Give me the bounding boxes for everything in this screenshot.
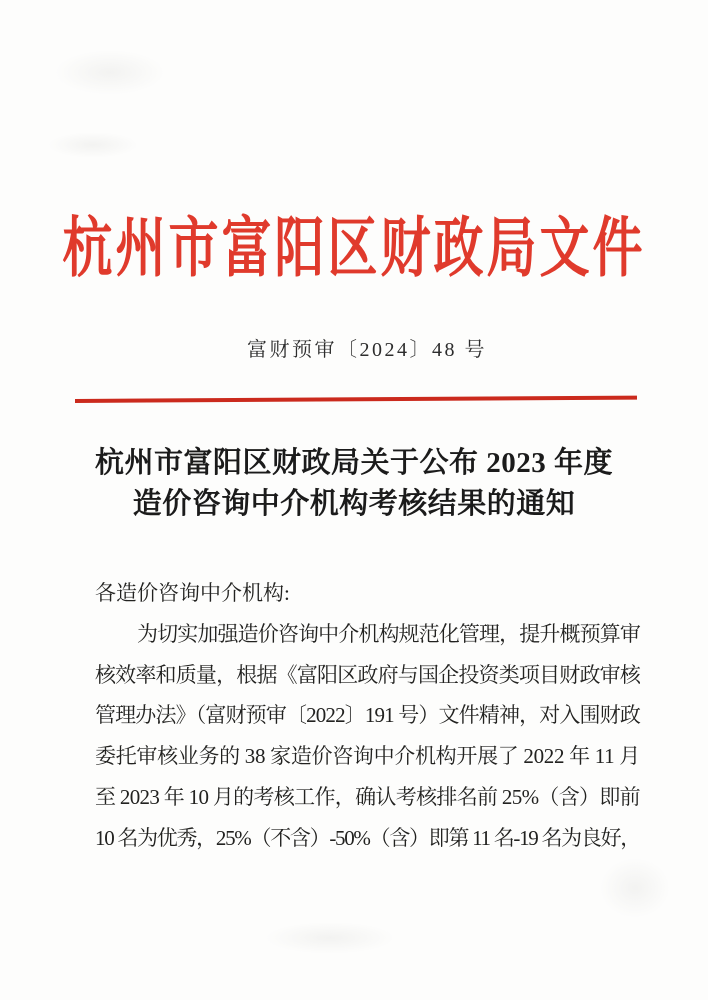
salutation-text: 各造价咨询中介机构: bbox=[95, 581, 290, 605]
body-text: 核效率和质量，根据《富阳区政府与国企投资类项目财政审核 bbox=[95, 662, 640, 687]
scan-smudge-artifact bbox=[48, 132, 138, 158]
scan-smudge-artifact bbox=[265, 922, 395, 954]
body-text: 为切实加强造价咨询中介机构规范化管理，提升概预算审 bbox=[137, 621, 640, 646]
scan-smudge-artifact bbox=[600, 858, 670, 918]
body-text-line-6 bbox=[95, 818, 640, 859]
document-reference-number: 富财预审〔2024〕48 号 bbox=[247, 339, 487, 361]
salutation-line bbox=[95, 573, 640, 614]
red-divider-line bbox=[75, 396, 637, 403]
body-text: 管理办法》（富财预审〔2022〕191 号）文件精神，对入围财政 bbox=[95, 703, 640, 728]
notice-title-line-1: 杭州市富阳区财政局关于公布 2023 年度 bbox=[94, 447, 613, 479]
notice-title bbox=[0, 443, 708, 525]
document-body bbox=[95, 573, 640, 859]
body-text: 委托审核业务的 38 家造价咨询中介机构开展了 2022 年 11 月 bbox=[95, 744, 641, 769]
body-text-line-5 bbox=[95, 777, 640, 818]
body-text-line-1 bbox=[95, 614, 640, 655]
body-text-line-4 bbox=[95, 736, 640, 777]
body-text: 至 2023 年 10 月的考核工作，确认考核排名前 25%（含）即前 bbox=[95, 784, 640, 809]
notice-title-line-2: 造价咨询中介机构考核结果的通知 bbox=[132, 488, 576, 520]
agency-letterhead-title: 杭州市富阳区财政局文件 bbox=[62, 211, 646, 285]
body-text: 10 名为优秀，25%（不含）-50%（含）即第 11 名-19 名为良好， bbox=[95, 825, 640, 850]
body-text-line-3 bbox=[95, 695, 640, 736]
scan-smudge-artifact bbox=[55, 50, 165, 95]
body-text-line-2 bbox=[95, 655, 640, 696]
